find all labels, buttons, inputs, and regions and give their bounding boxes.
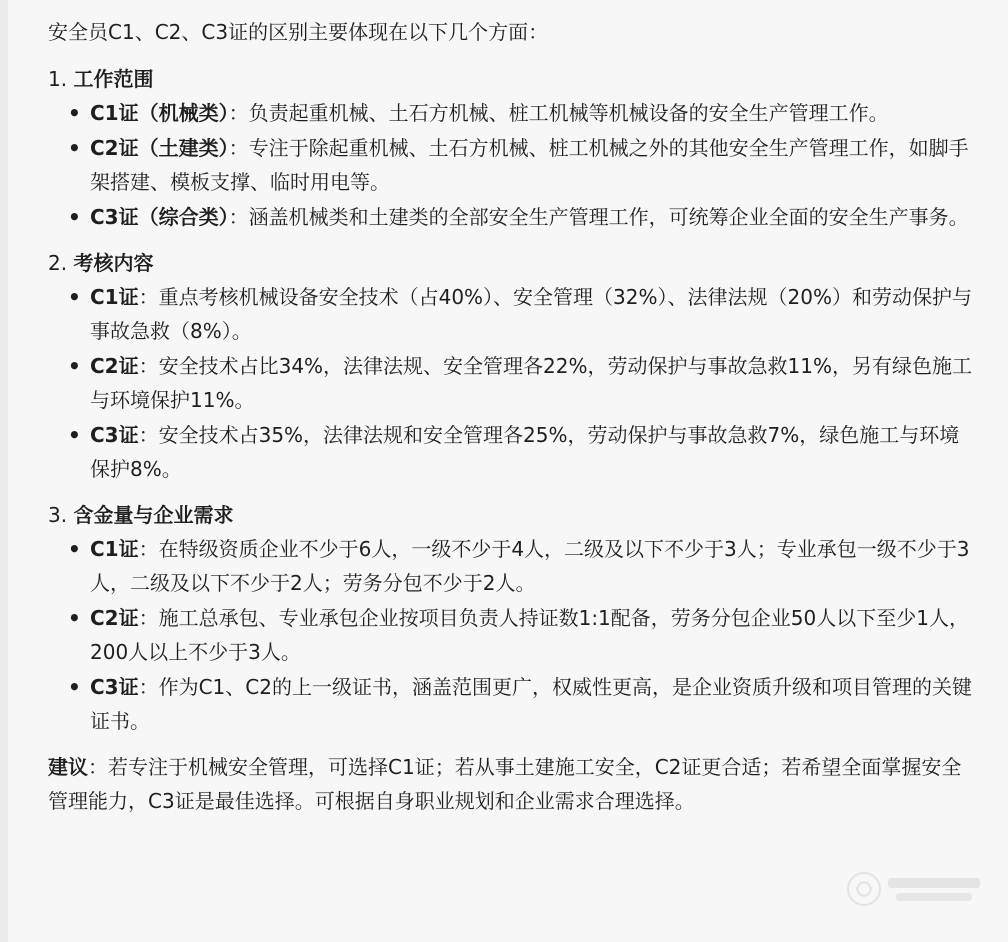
item-label: C3证（综合类）	[90, 205, 229, 229]
item-label: C2证	[90, 606, 139, 630]
bullet-icon: •	[68, 537, 81, 561]
item-label: C3证	[90, 423, 139, 447]
bullet-icon: •	[68, 285, 81, 309]
item-text: 施工总承包、专业承包企业按项目负责人持证数1:1配备，劳务分包企业50人以下至少1人，200人以上不少于3人。	[90, 606, 969, 664]
intro-paragraph: 安全员C1、C2、C3证的区别主要体现在以下几个方面：	[48, 20, 549, 44]
list-item	[68, 96, 978, 130]
bullet-icon: •	[68, 423, 81, 447]
section-number: 3.	[48, 503, 68, 527]
item-text: 在特级资质企业不少于6人，一级不少于4人，二级及以下不少于3人；专业承包一级不少于3人，二级及以下不少于2人；劳务分包不少于2人。	[90, 537, 970, 595]
bullet-icon: •	[68, 606, 81, 630]
bullet-icon: •	[68, 354, 81, 378]
section-number: 2.	[48, 251, 68, 275]
list-item	[68, 601, 978, 669]
list-item	[68, 418, 978, 486]
list-item	[68, 280, 978, 348]
section-items	[48, 280, 978, 486]
section-exam-content	[48, 246, 978, 486]
item-colon: ：	[138, 675, 159, 699]
section-items	[48, 532, 978, 738]
section-number: 1.	[48, 67, 68, 91]
section-title	[48, 246, 978, 280]
bullet-icon: •	[68, 675, 81, 699]
item-colon: ：	[138, 423, 159, 447]
list-item	[68, 532, 978, 600]
item-text: 专注于除起重机械、土石方机械、桩工机械之外的其他安全生产管理工作，如脚手架搭建、模板支撑、临时用电等。	[90, 136, 969, 194]
item-label: C2证（土建类）	[90, 136, 229, 160]
conclusion-text: ：若专注于机械安全管理，可选择C1证；若从事土建施工安全，C2证更合适；若希望全面掌握安全管理能力，C3证是最佳选择。可根据自身职业规划和企业需求合理选择。	[48, 755, 962, 813]
item-colon: ：	[138, 606, 159, 630]
item-text: 涵盖机械类和土建类的全部安全生产管理工作，可统筹企业全面的安全生产事务。	[248, 205, 969, 229]
item-text: 负责起重机械、土石方机械、桩工机械等机械设备的安全生产管理工作。	[248, 101, 889, 125]
item-label: C1证	[90, 285, 139, 309]
item-label: C3证	[90, 675, 139, 699]
left-edge-strip	[0, 0, 8, 942]
item-colon: ：	[228, 205, 249, 229]
item-text: 重点考核机械设备安全技术（占40%）、安全管理（32%）、法律法规（20%）和劳动保护与事故急救（8%）。	[90, 285, 972, 343]
watermark-icon	[844, 862, 994, 916]
item-text: 作为C1、C2的上一级证书，涵盖范围更广，权威性更高，是企业资质升级和项目管理的关键证书。	[90, 675, 972, 733]
list-item	[68, 131, 978, 199]
item-colon: ：	[228, 136, 249, 160]
bullet-icon: •	[68, 205, 81, 229]
item-colon: ：	[138, 285, 159, 309]
list-item	[68, 200, 978, 234]
section-heading: 工作范围	[73, 67, 154, 91]
item-label: C1证	[90, 537, 139, 561]
section-heading: 考核内容	[73, 251, 154, 275]
item-text: 安全技术占比34%，法律法规、安全管理各22%，劳动保护与事故急救11%，另有绿色施工与环境保护11%。	[90, 354, 972, 412]
section-items	[48, 96, 978, 234]
section-work-scope	[48, 62, 978, 234]
bullet-icon: •	[68, 136, 81, 160]
item-colon: ：	[138, 537, 159, 561]
section-title	[48, 498, 978, 532]
section-value-demand	[48, 498, 978, 738]
list-item	[68, 349, 978, 417]
section-heading: 含金量与企业需求	[73, 503, 234, 527]
list-item	[68, 670, 978, 738]
conclusion-paragraph	[48, 750, 978, 818]
item-label: C1证（机械类）	[90, 101, 229, 125]
item-label: C2证	[90, 354, 139, 378]
item-colon: ：	[138, 354, 159, 378]
bullet-icon: •	[68, 101, 81, 125]
item-text: 安全技术占35%，法律法规和安全管理各25%，劳动保护与事故急救7%，绿色施工与环境保护8%。	[90, 423, 960, 481]
item-colon: ：	[228, 101, 249, 125]
conclusion-lead: 建议	[48, 755, 88, 779]
section-title	[48, 62, 978, 96]
